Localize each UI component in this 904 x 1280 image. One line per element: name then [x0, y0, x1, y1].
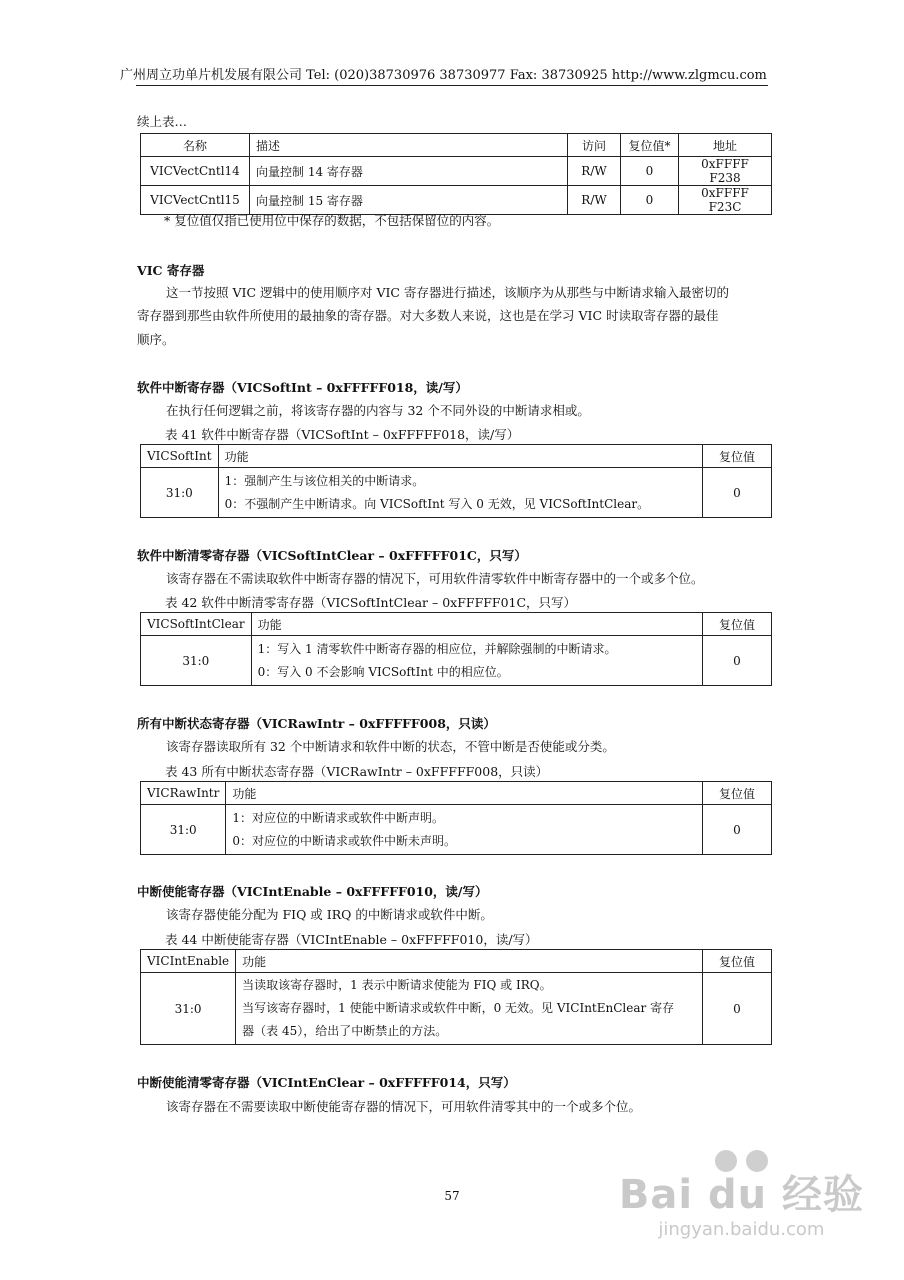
vic-para-line-1: 这一节按照 VIC 逻辑中的使用顺序对 VIC 寄存器进行描述，该顺序为从那些与中断请求输入最密切的 — [166, 285, 729, 300]
section-title-vic: VIC 寄存器 — [137, 263, 205, 278]
col-access: 访问 — [568, 134, 621, 157]
cell-function — [218, 468, 702, 518]
table-row — [141, 468, 772, 518]
watermark-paw-icons — [619, 1150, 864, 1172]
cell-reset: 0 — [621, 186, 679, 215]
table-43 — [140, 781, 772, 855]
watermark-url: jingyan.baidu.com — [658, 1219, 825, 1240]
cell-reset: 0 — [703, 805, 772, 855]
cell-desc: 向量控制 14 寄存器 — [250, 157, 568, 186]
desc-intenable: 该寄存器使能分配为 FIQ 或 IRQ 的中断请求或软件中断。 — [166, 907, 493, 922]
desc-softintclear: 该寄存器在不需读取软件中断寄存器的情况下，可用软件清零软件中断寄存器中的一个或多个位。 — [166, 571, 704, 586]
col-reset: 复位值 — [703, 950, 772, 973]
table-row — [141, 636, 772, 686]
watermark-logo: Bai du 经验 — [618, 1172, 864, 1218]
cell-access: R/W — [568, 157, 621, 186]
table-row — [141, 157, 772, 186]
vic-para-line-2: 寄存器到那些由软件所使用的最抽象的寄存器。对大多数人来说，这也是在学习 VIC 时读取寄存器的最佳 — [137, 308, 719, 323]
cell-bits: 31:0 — [141, 636, 252, 686]
cell-reset: 0 — [703, 636, 772, 686]
function-line: 1：写入 1 清零软件中断寄存器的相应位，并解除强制的中断请求。 — [257, 641, 617, 656]
footnote: * 复位值仅指已使用位中保存的数据，不包括保留位的内容。 — [164, 213, 500, 228]
desc-intenclear: 该寄存器在不需要读取中断使能寄存器的情况下，可用软件清零其中的一个或多个位。 — [166, 1099, 642, 1114]
table-41 — [140, 444, 772, 518]
col-function: 功能 — [236, 950, 703, 973]
cell-reset: 0 — [703, 468, 772, 518]
heading-intenclear: 中断使能清零寄存器（VICIntEnClear – 0xFFFFF014，只写） — [137, 1075, 516, 1090]
cell-reset: 0 — [621, 157, 679, 186]
col-function: 功能 — [226, 782, 703, 805]
col-reset: 复位值* — [621, 134, 679, 157]
caption-table-41: 表 41 软件中断寄存器（VICSoftInt – 0xFFFFF018，读/写） — [165, 427, 520, 442]
cell-address: 0xFFFF F23C — [679, 186, 772, 215]
vect-cntl-table — [140, 133, 772, 215]
col-register: VICRawIntr — [141, 782, 226, 805]
desc-rawintr: 该寄存器读取所有 32 个中断请求和软件中断的状态，不管中断是否使能或分类。 — [166, 739, 615, 754]
cell-bits: 31:0 — [141, 468, 219, 518]
function-line: 1：对应位的中断请求或软件中断声明。 — [232, 810, 444, 825]
function-line: 0：不强制产生中断请求。向 VICSoftInt 写入 0 无效，见 VICSoftIntClear。 — [224, 496, 650, 511]
table-42 — [140, 612, 772, 686]
col-address: 地址 — [679, 134, 772, 157]
page-header: 广州周立功单片机发展有限公司 Tel: (020)38730976 38730977 Fax: 38730925 http://www.zlgmcu.com — [120, 68, 767, 83]
col-register: VICIntEnable — [141, 950, 236, 973]
baidu-watermark — [619, 1150, 864, 1242]
function-line: 0：写入 0 不会影响 VICSoftInt 中的相应位。 — [257, 664, 509, 679]
cell-desc: 向量控制 15 寄存器 — [250, 186, 568, 215]
col-desc: 描述 — [250, 134, 568, 157]
table-44 — [140, 949, 772, 1045]
paw-icon — [715, 1150, 737, 1172]
col-reset: 复位值 — [703, 782, 772, 805]
function-line: 器（表 45），给出了中断禁止的方法。 — [242, 1024, 448, 1038]
cell-function — [251, 636, 702, 686]
heading-intenable: 中断使能寄存器（VICIntEnable – 0xFFFFF010，读/写） — [137, 884, 488, 899]
function-line: 0：对应位的中断请求或软件中断未声明。 — [232, 833, 456, 848]
vic-para-line-3: 顺序。 — [137, 332, 175, 347]
cell-name: VICVectCntl14 — [141, 157, 250, 186]
paw-icon — [746, 1150, 768, 1172]
col-name: 名称 — [141, 134, 250, 157]
cell-bits: 31:0 — [141, 973, 236, 1045]
cell-reset: 0 — [703, 973, 772, 1045]
caption-table-42: 表 42 软件中断清零寄存器（VICSoftIntClear – 0xFFFFF01C，只写） — [165, 595, 577, 610]
col-function: 功能 — [218, 445, 702, 468]
cell-address: 0xFFFF F238 — [679, 157, 772, 186]
cell-function — [226, 805, 703, 855]
col-function: 功能 — [251, 613, 702, 636]
cell-function — [236, 973, 703, 1045]
table-row — [141, 805, 772, 855]
heading-softint: 软件中断寄存器（VICSoftInt – 0xFFFFF018，读/写） — [137, 380, 468, 395]
caption-table-43: 表 43 所有中断状态寄存器（VICRawIntr – 0xFFFFF008，只读） — [165, 764, 549, 779]
function-line: 当读取该寄存器时，1 表示中断请求使能为 FIQ 或 IRQ。 — [242, 978, 552, 992]
function-line: 当写该寄存器时，1 使能中断请求或软件中断，0 无效。见 VICIntEnClear 寄存 — [242, 1001, 675, 1015]
header-rule — [136, 85, 768, 86]
cell-access: R/W — [568, 186, 621, 215]
desc-softint: 在执行任何逻辑之前，将该寄存器的内容与 32 个不同外设的中断请求相或。 — [166, 403, 590, 418]
cell-bits: 31:0 — [141, 805, 226, 855]
heading-rawintr: 所有中断状态寄存器（VICRawIntr – 0xFFFFF008，只读） — [137, 716, 496, 731]
col-register: VICSoftIntClear — [141, 613, 252, 636]
col-reset: 复位值 — [703, 613, 772, 636]
continuation-label: 续上表… — [137, 114, 188, 129]
function-line: 1：强制产生与该位相关的中断请求。 — [224, 473, 425, 488]
heading-softintclear: 软件中断清零寄存器（VICSoftIntClear – 0xFFFFF01C，只写） — [137, 548, 527, 563]
cell-name: VICVectCntl15 — [141, 186, 250, 215]
caption-table-44: 表 44 中断使能寄存器（VICIntEnable – 0xFFFFF010，读/写） — [165, 932, 538, 947]
page-number: 57 — [444, 1189, 460, 1203]
table-row — [141, 973, 772, 1045]
col-register: VICSoftInt — [141, 445, 219, 468]
col-reset: 复位值 — [703, 445, 772, 468]
